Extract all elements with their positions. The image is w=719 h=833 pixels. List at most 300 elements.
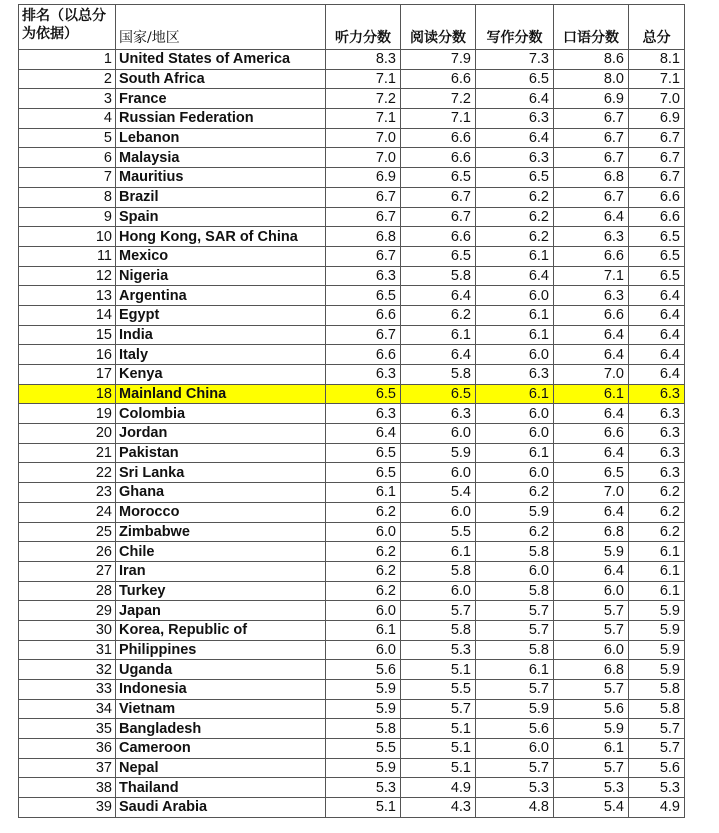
table-row (19, 601, 685, 621)
rank-cell: 30 (19, 620, 116, 640)
reading-cell: 5.8 (401, 561, 476, 581)
speaking-cell: 6.7 (554, 128, 629, 148)
speaking-cell: 6.7 (554, 187, 629, 207)
overall-cell: 6.7 (629, 128, 685, 148)
rank-cell: 7 (19, 168, 116, 188)
rank-cell: 15 (19, 325, 116, 345)
table-row (19, 266, 685, 286)
overall-cell: 6.2 (629, 483, 685, 503)
writing-cell: 5.8 (476, 542, 554, 562)
reading-cell: 5.8 (401, 266, 476, 286)
writing-cell: 6.3 (476, 148, 554, 168)
writing-cell: 6.2 (476, 187, 554, 207)
rank-cell: 32 (19, 660, 116, 680)
country-cell: India (116, 325, 326, 345)
rank-cell: 38 (19, 778, 116, 798)
speaking-cell: 6.4 (554, 207, 629, 227)
speaking-cell: 5.7 (554, 620, 629, 640)
speaking-cell: 6.4 (554, 443, 629, 463)
country-cell: South Africa (116, 69, 326, 89)
listening-cell: 5.9 (326, 680, 401, 700)
speaking-cell: 5.9 (554, 719, 629, 739)
listening-cell: 6.5 (326, 463, 401, 483)
reading-cell: 5.1 (401, 758, 476, 778)
writing-cell: 5.7 (476, 758, 554, 778)
rank-cell: 35 (19, 719, 116, 739)
overall-cell: 4.9 (629, 798, 685, 818)
speaking-cell: 6.8 (554, 522, 629, 542)
speaking-cell: 6.9 (554, 89, 629, 109)
rank-cell: 29 (19, 601, 116, 621)
writing-cell: 5.8 (476, 581, 554, 601)
country-cell: Hong Kong, SAR of China (116, 227, 326, 247)
listening-cell: 6.2 (326, 581, 401, 601)
overall-cell: 6.2 (629, 502, 685, 522)
rank-cell: 24 (19, 502, 116, 522)
overall-cell: 6.6 (629, 187, 685, 207)
speaking-cell: 6.7 (554, 109, 629, 129)
listening-cell: 6.3 (326, 404, 401, 424)
rank-cell: 5 (19, 128, 116, 148)
country-cell: Bangladesh (116, 719, 326, 739)
overall-cell: 6.4 (629, 305, 685, 325)
reading-cell: 6.6 (401, 69, 476, 89)
country-cell: Zimbabwe (116, 522, 326, 542)
country-cell: Nigeria (116, 266, 326, 286)
reading-cell: 5.7 (401, 601, 476, 621)
overall-cell: 8.1 (629, 50, 685, 70)
speaking-cell: 7.0 (554, 365, 629, 385)
country-cell: Chile (116, 542, 326, 562)
country-cell: Mauritius (116, 168, 326, 188)
header-speaking: 口语分数 (554, 5, 629, 50)
listening-cell: 8.3 (326, 50, 401, 70)
listening-cell: 5.9 (326, 699, 401, 719)
listening-cell: 6.5 (326, 384, 401, 404)
reading-cell: 5.4 (401, 483, 476, 503)
rank-cell: 13 (19, 286, 116, 306)
writing-cell: 5.7 (476, 680, 554, 700)
listening-cell: 6.7 (326, 207, 401, 227)
rank-cell: 36 (19, 739, 116, 759)
overall-cell: 6.3 (629, 384, 685, 404)
rank-cell: 25 (19, 522, 116, 542)
listening-cell: 6.1 (326, 483, 401, 503)
listening-cell: 6.3 (326, 266, 401, 286)
country-cell: Spain (116, 207, 326, 227)
country-cell: Morocco (116, 502, 326, 522)
table-row (19, 50, 685, 70)
table-row (19, 542, 685, 562)
reading-cell: 5.1 (401, 719, 476, 739)
table-row (19, 109, 685, 129)
reading-cell: 4.3 (401, 798, 476, 818)
writing-cell: 6.3 (476, 109, 554, 129)
listening-cell: 6.0 (326, 601, 401, 621)
country-cell: Korea, Republic of (116, 620, 326, 640)
writing-cell: 6.1 (476, 384, 554, 404)
overall-cell: 5.9 (629, 640, 685, 660)
reading-cell: 5.8 (401, 620, 476, 640)
reading-cell: 7.2 (401, 89, 476, 109)
table-row (19, 660, 685, 680)
speaking-cell: 5.7 (554, 601, 629, 621)
country-cell: Saudi Arabia (116, 798, 326, 818)
table-row (19, 325, 685, 345)
country-cell: Argentina (116, 286, 326, 306)
reading-cell: 5.3 (401, 640, 476, 660)
writing-cell: 6.1 (476, 660, 554, 680)
table-row (19, 739, 685, 759)
rank-cell: 4 (19, 109, 116, 129)
overall-cell: 6.5 (629, 266, 685, 286)
writing-cell: 6.1 (476, 246, 554, 266)
listening-cell: 7.1 (326, 69, 401, 89)
listening-cell: 6.2 (326, 502, 401, 522)
overall-cell: 6.4 (629, 325, 685, 345)
listening-cell: 6.7 (326, 187, 401, 207)
rank-cell: 28 (19, 581, 116, 601)
speaking-cell: 5.7 (554, 680, 629, 700)
speaking-cell: 6.6 (554, 305, 629, 325)
listening-cell: 5.1 (326, 798, 401, 818)
reading-cell: 6.0 (401, 463, 476, 483)
writing-cell: 6.5 (476, 168, 554, 188)
speaking-cell: 6.3 (554, 227, 629, 247)
rank-cell: 26 (19, 542, 116, 562)
table-row (19, 246, 685, 266)
writing-cell: 6.1 (476, 325, 554, 345)
table-row (19, 522, 685, 542)
writing-cell: 5.3 (476, 778, 554, 798)
reading-cell: 5.1 (401, 660, 476, 680)
country-cell: Colombia (116, 404, 326, 424)
table-row (19, 168, 685, 188)
overall-cell: 6.6 (629, 207, 685, 227)
rank-cell: 19 (19, 404, 116, 424)
reading-cell: 7.9 (401, 50, 476, 70)
listening-cell: 6.8 (326, 227, 401, 247)
overall-cell: 6.4 (629, 286, 685, 306)
country-cell: Italy (116, 345, 326, 365)
overall-cell: 6.2 (629, 522, 685, 542)
listening-cell: 6.5 (326, 443, 401, 463)
reading-cell: 5.5 (401, 522, 476, 542)
reading-cell: 6.5 (401, 246, 476, 266)
country-cell: Cameroon (116, 739, 326, 759)
rank-cell: 16 (19, 345, 116, 365)
speaking-cell: 6.4 (554, 404, 629, 424)
listening-cell: 6.9 (326, 168, 401, 188)
rank-cell: 10 (19, 227, 116, 247)
writing-cell: 6.0 (476, 463, 554, 483)
speaking-cell: 7.1 (554, 266, 629, 286)
country-cell: Pakistan (116, 443, 326, 463)
overall-cell: 7.0 (629, 89, 685, 109)
header-country: 国家/地区 (116, 5, 326, 50)
listening-cell: 6.0 (326, 522, 401, 542)
speaking-cell: 6.7 (554, 148, 629, 168)
reading-cell: 6.5 (401, 384, 476, 404)
listening-cell: 6.4 (326, 424, 401, 444)
writing-cell: 6.0 (476, 561, 554, 581)
rank-cell: 17 (19, 365, 116, 385)
writing-cell: 6.5 (476, 69, 554, 89)
rank-cell: 34 (19, 699, 116, 719)
overall-cell: 6.3 (629, 463, 685, 483)
writing-cell: 5.9 (476, 699, 554, 719)
reading-cell: 6.2 (401, 305, 476, 325)
reading-cell: 7.1 (401, 109, 476, 129)
country-cell: Philippines (116, 640, 326, 660)
writing-cell: 6.4 (476, 128, 554, 148)
listening-cell: 5.6 (326, 660, 401, 680)
table-row (19, 758, 685, 778)
table-row (19, 561, 685, 581)
country-cell: Brazil (116, 187, 326, 207)
listening-cell: 6.7 (326, 246, 401, 266)
table-row (19, 463, 685, 483)
rank-cell: 11 (19, 246, 116, 266)
rank-cell: 20 (19, 424, 116, 444)
writing-cell: 6.2 (476, 207, 554, 227)
overall-cell: 5.8 (629, 699, 685, 719)
overall-cell: 6.7 (629, 168, 685, 188)
country-cell: Mexico (116, 246, 326, 266)
overall-cell: 6.9 (629, 109, 685, 129)
header-row (19, 5, 685, 50)
table-row (19, 89, 685, 109)
speaking-cell: 5.6 (554, 699, 629, 719)
rank-cell: 14 (19, 305, 116, 325)
reading-cell: 6.0 (401, 502, 476, 522)
listening-cell: 6.5 (326, 286, 401, 306)
country-cell: Kenya (116, 365, 326, 385)
writing-cell: 5.8 (476, 640, 554, 660)
overall-cell: 5.9 (629, 601, 685, 621)
listening-cell: 7.1 (326, 109, 401, 129)
listening-cell: 7.0 (326, 128, 401, 148)
speaking-cell: 5.9 (554, 542, 629, 562)
listening-cell: 6.3 (326, 365, 401, 385)
writing-cell: 6.0 (476, 345, 554, 365)
rank-cell: 9 (19, 207, 116, 227)
listening-cell: 6.1 (326, 620, 401, 640)
writing-cell: 6.0 (476, 404, 554, 424)
table-row (19, 227, 685, 247)
rank-cell: 33 (19, 680, 116, 700)
table-row (19, 187, 685, 207)
table-body (19, 50, 685, 818)
overall-cell: 6.3 (629, 443, 685, 463)
overall-cell: 6.3 (629, 424, 685, 444)
reading-cell: 6.4 (401, 345, 476, 365)
country-cell: Sri Lanka (116, 463, 326, 483)
country-cell: Jordan (116, 424, 326, 444)
speaking-cell: 6.5 (554, 463, 629, 483)
writing-cell: 6.0 (476, 286, 554, 306)
country-cell: Uganda (116, 660, 326, 680)
listening-cell: 6.7 (326, 325, 401, 345)
reading-cell: 5.8 (401, 365, 476, 385)
rank-cell: 21 (19, 443, 116, 463)
overall-cell: 6.3 (629, 404, 685, 424)
rank-cell: 37 (19, 758, 116, 778)
writing-cell: 5.9 (476, 502, 554, 522)
country-cell: Nepal (116, 758, 326, 778)
speaking-cell: 7.0 (554, 483, 629, 503)
table-row (19, 128, 685, 148)
listening-cell: 7.0 (326, 148, 401, 168)
table-row (19, 404, 685, 424)
reading-cell: 6.6 (401, 128, 476, 148)
writing-cell: 5.6 (476, 719, 554, 739)
listening-cell: 5.5 (326, 739, 401, 759)
rank-cell: 39 (19, 798, 116, 818)
table-row (19, 69, 685, 89)
header-rank: 排名（以总分为依据） (19, 5, 116, 50)
header-listening: 听力分数 (326, 5, 401, 50)
country-cell: Vietnam (116, 699, 326, 719)
writing-cell: 6.1 (476, 305, 554, 325)
reading-cell: 6.0 (401, 424, 476, 444)
writing-cell: 6.2 (476, 227, 554, 247)
rank-cell: 27 (19, 561, 116, 581)
listening-cell: 6.6 (326, 345, 401, 365)
overall-cell: 5.8 (629, 680, 685, 700)
speaking-cell: 6.8 (554, 168, 629, 188)
speaking-cell: 6.8 (554, 660, 629, 680)
reading-cell: 5.1 (401, 739, 476, 759)
rank-cell: 2 (19, 69, 116, 89)
reading-cell: 6.1 (401, 542, 476, 562)
writing-cell: 6.2 (476, 483, 554, 503)
writing-cell: 6.0 (476, 424, 554, 444)
reading-cell: 5.5 (401, 680, 476, 700)
reading-cell: 6.7 (401, 187, 476, 207)
speaking-cell: 8.6 (554, 50, 629, 70)
overall-cell: 5.9 (629, 660, 685, 680)
header-writing: 写作分数 (476, 5, 554, 50)
country-cell: France (116, 89, 326, 109)
writing-cell: 6.4 (476, 89, 554, 109)
table-row (19, 365, 685, 385)
listening-cell: 5.3 (326, 778, 401, 798)
writing-cell: 5.7 (476, 620, 554, 640)
speaking-cell: 6.4 (554, 502, 629, 522)
table-row (19, 384, 685, 404)
speaking-cell: 6.0 (554, 581, 629, 601)
speaking-cell: 5.3 (554, 778, 629, 798)
table-row (19, 345, 685, 365)
speaking-cell: 6.0 (554, 640, 629, 660)
table-row (19, 207, 685, 227)
overall-cell: 5.3 (629, 778, 685, 798)
table-row (19, 581, 685, 601)
listening-cell: 5.8 (326, 719, 401, 739)
country-cell: Egypt (116, 305, 326, 325)
listening-cell: 5.9 (326, 758, 401, 778)
writing-cell: 7.3 (476, 50, 554, 70)
country-cell: Mainland China (116, 384, 326, 404)
speaking-cell: 8.0 (554, 69, 629, 89)
header-reading: 阅读分数 (401, 5, 476, 50)
speaking-cell: 6.4 (554, 345, 629, 365)
speaking-cell: 6.6 (554, 424, 629, 444)
country-cell: Ghana (116, 483, 326, 503)
reading-cell: 6.1 (401, 325, 476, 345)
table-row (19, 798, 685, 818)
reading-cell: 6.4 (401, 286, 476, 306)
writing-cell: 5.7 (476, 601, 554, 621)
table-row (19, 148, 685, 168)
country-cell: Russian Federation (116, 109, 326, 129)
overall-cell: 6.1 (629, 561, 685, 581)
reading-cell: 4.9 (401, 778, 476, 798)
table-row (19, 640, 685, 660)
table-row (19, 424, 685, 444)
speaking-cell: 6.4 (554, 561, 629, 581)
country-cell: United States of America (116, 50, 326, 70)
reading-cell: 5.7 (401, 699, 476, 719)
speaking-cell: 6.1 (554, 739, 629, 759)
rank-cell: 23 (19, 483, 116, 503)
speaking-cell: 6.6 (554, 246, 629, 266)
reading-cell: 6.6 (401, 227, 476, 247)
listening-cell: 7.2 (326, 89, 401, 109)
writing-cell: 6.2 (476, 522, 554, 542)
writing-cell: 4.8 (476, 798, 554, 818)
reading-cell: 5.9 (401, 443, 476, 463)
speaking-cell: 6.1 (554, 384, 629, 404)
reading-cell: 6.3 (401, 404, 476, 424)
rank-cell: 18 (19, 384, 116, 404)
country-cell: Turkey (116, 581, 326, 601)
rank-cell: 8 (19, 187, 116, 207)
overall-cell: 6.1 (629, 542, 685, 562)
overall-cell: 5.7 (629, 719, 685, 739)
rank-cell: 6 (19, 148, 116, 168)
table-row (19, 719, 685, 739)
speaking-cell: 5.4 (554, 798, 629, 818)
header-overall: 总分 (629, 5, 685, 50)
country-cell: Malaysia (116, 148, 326, 168)
overall-cell: 6.5 (629, 246, 685, 266)
writing-cell: 6.0 (476, 739, 554, 759)
overall-cell: 5.7 (629, 739, 685, 759)
country-cell: Japan (116, 601, 326, 621)
table-row (19, 286, 685, 306)
rank-cell: 12 (19, 266, 116, 286)
score-table (18, 4, 685, 818)
listening-cell: 6.6 (326, 305, 401, 325)
table-row (19, 680, 685, 700)
country-cell: Thailand (116, 778, 326, 798)
overall-cell: 6.1 (629, 581, 685, 601)
overall-cell: 5.6 (629, 758, 685, 778)
overall-cell: 6.4 (629, 365, 685, 385)
table-row (19, 305, 685, 325)
reading-cell: 6.5 (401, 168, 476, 188)
reading-cell: 6.7 (401, 207, 476, 227)
country-cell: Iran (116, 561, 326, 581)
overall-cell: 6.5 (629, 227, 685, 247)
listening-cell: 6.2 (326, 542, 401, 562)
writing-cell: 6.3 (476, 365, 554, 385)
listening-cell: 6.2 (326, 561, 401, 581)
reading-cell: 6.6 (401, 148, 476, 168)
overall-cell: 6.7 (629, 148, 685, 168)
